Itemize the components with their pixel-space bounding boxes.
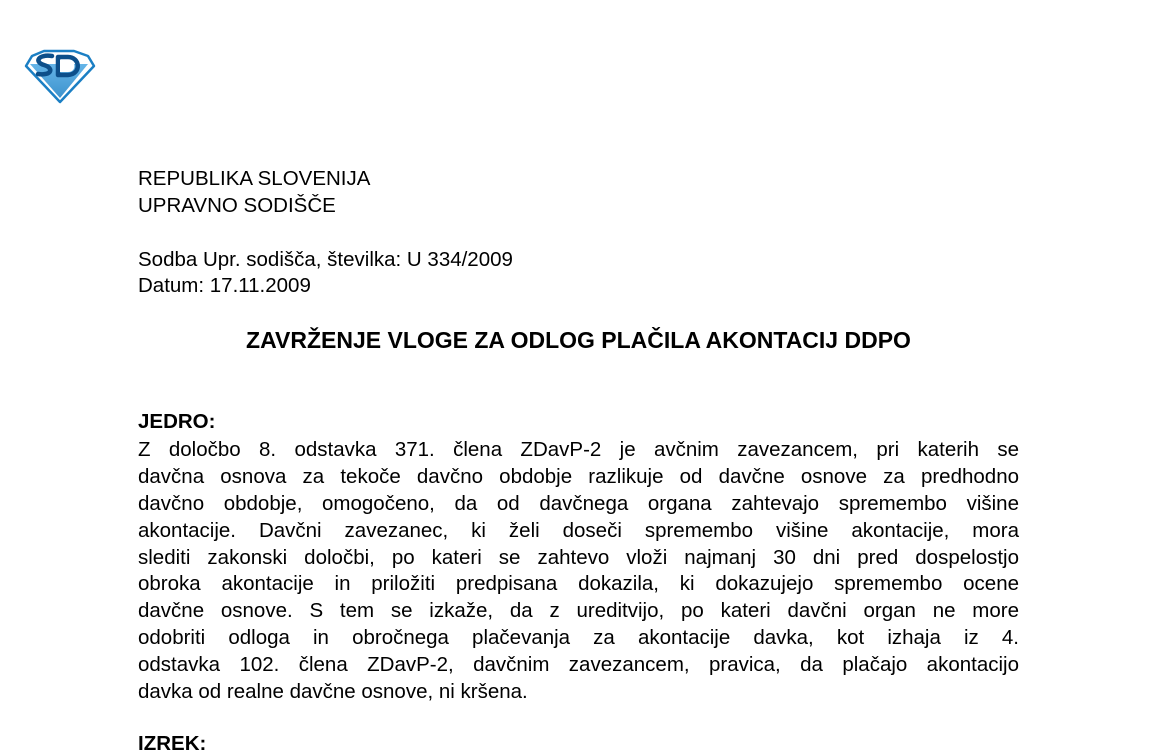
jedro-heading: JEDRO: — [138, 410, 216, 433]
jedro-paragraph — [138, 437, 1019, 706]
jedro-line: davčna osnova za tekoče davčno obdobje razlikuje od davčne osnove za predhodno — [138, 464, 1019, 488]
jedro-line: davčno obdobje, omogočeno, da od davčnega organa zahtevajo spremembo višine — [138, 491, 1019, 515]
jedro-line: akontacije. Davčni zavezanec, ki želi doseči spremembo višine akontacije, mora — [138, 518, 1019, 542]
jedro-line: obroka akontacije in priložiti predpisana dokazila, ki dokazujejo spremembo ocene — [138, 572, 1019, 596]
case-date: Datum: 17.11.2009 — [138, 274, 311, 297]
court-name: UPRAVNO SODIŠČE — [138, 194, 336, 217]
court-logo — [22, 48, 96, 104]
jedro-line: slediti zakonski določbi, po kateri se zahtevo vloži najmanj 30 dni pred dospelostjo — [138, 545, 1019, 569]
document-title: ZAVRŽENJE VLOGE ZA ODLOG PLAČILA AKONTACIJ DDPO — [246, 327, 911, 353]
jedro-line: odstavka 102. člena ZDavP-2, davčnim zavezancem, pravica, da plačajo akontacijo — [138, 653, 1019, 677]
jedro-line: odobriti odloga in obročnega plačevanja za akontacije davka, kot izhaja iz 4. — [138, 626, 1019, 650]
jedro-line: davčne osnove. S tem se izkaže, da z ureditvijo, po kateri davčni organ ne more — [138, 599, 1019, 623]
sd-emblem-icon — [22, 48, 96, 104]
country-name: REPUBLIKA SLOVENIJA — [138, 167, 371, 190]
izrek-heading: IZREK: — [138, 732, 207, 755]
case-reference: Sodba Upr. sodišča, številka: U 334/2009 — [138, 248, 513, 271]
jedro-line: davka od realne davčne osnove, ni kršena. — [138, 680, 528, 704]
jedro-line: Z določbo 8. odstavka 371. člena ZDavP-2 je avčnim zavezancem, pri katerih se — [138, 438, 1019, 461]
